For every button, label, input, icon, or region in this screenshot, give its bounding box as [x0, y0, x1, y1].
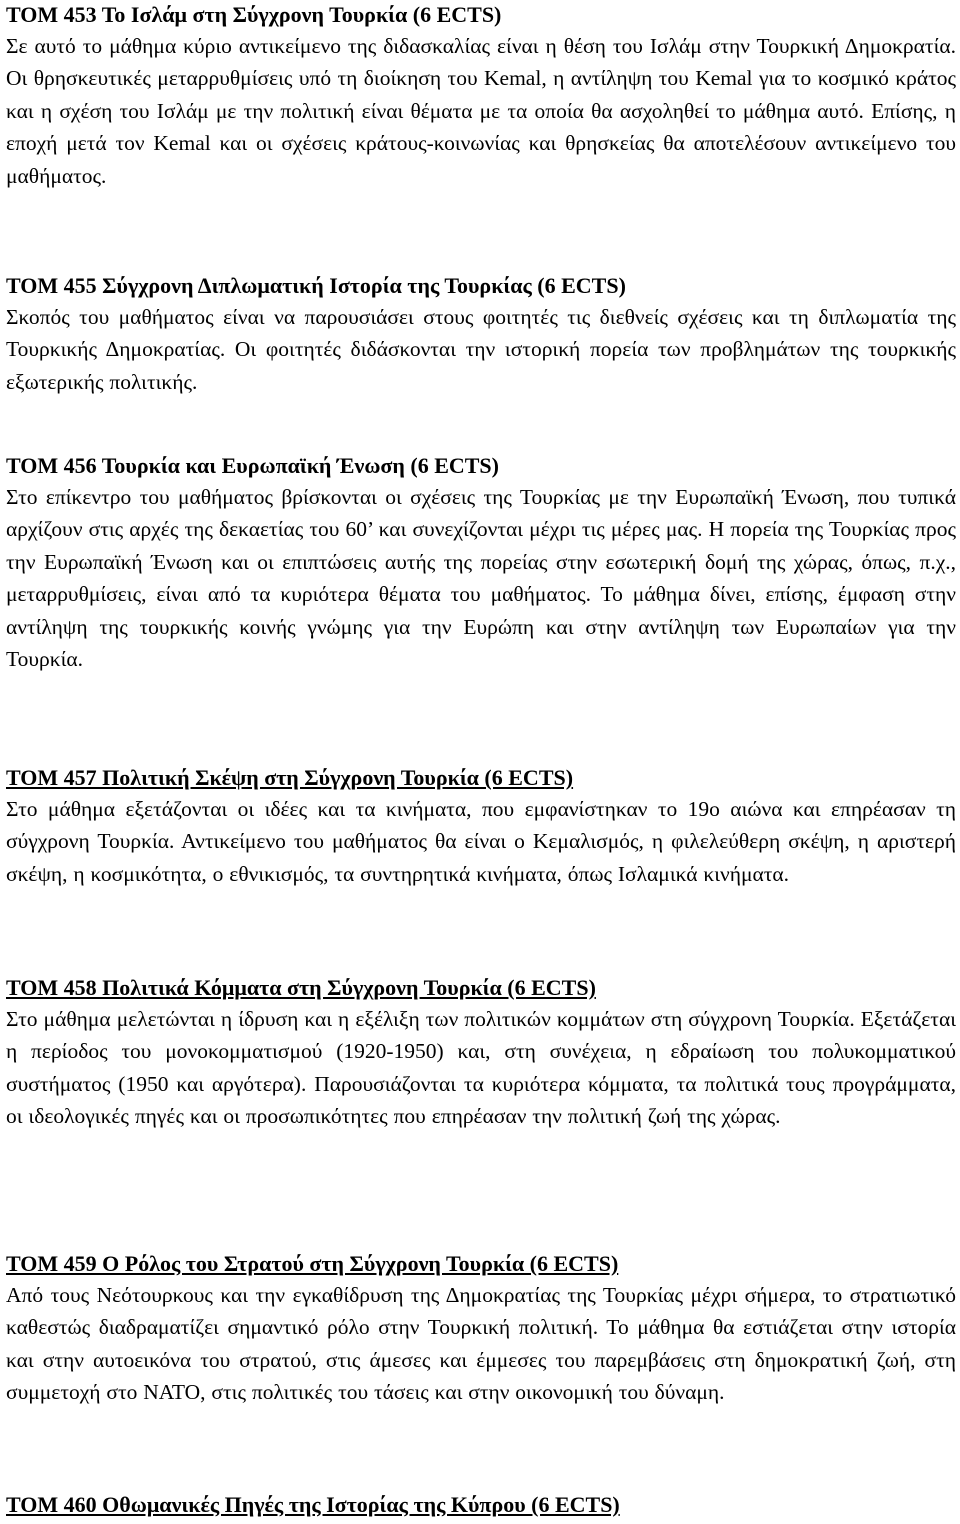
course-description: Σε αυτό το μάθημα κύριο αντικείμενο της διδασκαλίας είναι η θέση του Ισλάμ στην Τουρκική Δημοκρατία. Οι θρησκευτικές μεταρρυθμίσεις υπό τη διοίκηση του Kemal, η αντίληψη του Kemal για το κοσμικό κράτος και η σχέση του Ισλάμ με την πολιτική είναι θέματα με τα οποία θα ασχοληθεί το μάθημα αυτό. Επίσης, η εποχή μετά τον Kemal και οι σχέσεις κράτους-κοινωνίας και θρησκείας θα αποτελέσουν αντικείμενο του μαθήματος.: [6, 34, 956, 188]
course-title: ΤΟΜ 456 Τουρκία και Ευρωπαϊκή Ένωση (6 ECTS): [6, 453, 499, 478]
course-title: ΤΟΜ 458 Πολιτικά Κόμματα στη Σύγχρονη Τουρκία (6 ECTS): [6, 975, 596, 1000]
course-description: Σκοπός του μαθήματος είναι να παρουσιάσει στους φοιτητές τις διεθνείς σχέσεις και τη διπλωματία της Τουρκικής Δημοκρατίας. Οι φοιτητές διδάσκονται την ιστορική πορεία των προβλημάτων της τουρκικής εξωτερικής πολιτικής.: [6, 305, 956, 394]
course-title: ΤΟΜ 459 Ο Ρόλος του Στρατού στη Σύγχρονη Τουρκία (6 ECTS): [6, 1251, 619, 1276]
course-section-457: [6, 763, 956, 890]
course-title: ΤΟΜ 453 Το Ισλάμ στη Σύγχρονη Τουρκία (6 ECTS): [6, 2, 502, 27]
course-section-460: [6, 1490, 956, 1520]
course-section-456: [6, 451, 956, 675]
course-section-455: [6, 271, 956, 398]
course-title: ΤΟΜ 455 Σύγχρονη Διπλωματική Ιστορία της Τουρκίας (6 ECTS): [6, 273, 626, 298]
course-title: ΤΟΜ 457 Πολιτική Σκέψη στη Σύγχρονη Τουρκία (6 ECTS): [6, 765, 574, 790]
course-section-453: [6, 0, 956, 192]
course-description: Στο επίκεντρο του μαθήματος βρίσκονται οι σχέσεις της Τουρκίας με την Ευρωπαϊκή Ένωση, που τυπικά αρχίζουν στις αρχές της δεκαετίας του 60’ και συνεχίζονται μέχρι τις μέρες μας. Η πορεία της Τουρκίας προς την Ευρωπαϊκή Ένωση και οι επιπτώσεις αυτής της πορείας στην εσωτερική δομή της χώρας, όπως, π.χ., μεταρρυθμίσεις, είναι από τα κυριότερα θέματα του μαθήματος. Το μάθημα δίνει, επίσης, έμφαση στην αντίληψη της τουρκικής κοινής γνώμης για την Ευρώπη και στην αντίληψη των Ευρωπαίων για την Τουρκία.: [6, 485, 956, 672]
course-title: ΤΟΜ 460 Οθωμανικές Πηγές της Ιστορίας της Κύπρου (6 ECTS): [6, 1492, 620, 1517]
course-description: Στο μάθημα μελετώνται η ίδρυση και η εξέλιξη των πολιτικών κομμάτων στη σύγχρονη Τουρκία. Εξετάζεται η περίοδος του μονοκομματισμού (1920-1950) και, στη συνέχεια, η εδραίωση του πολυκομματικού συστήματος (1950 και αργότερα). Παρουσιάζονται τα κυριότερα κόμματα, τα πολιτικά τους προγράμματα, οι ιδεολογικές πηγές και οι προσωπικότητες που επηρέασαν την πολιτική ζωή της χώρας.: [6, 1007, 956, 1129]
course-section-458: [6, 973, 956, 1133]
course-description: Στο μάθημα εξετάζονται οι ιδέες και τα κινήματα, που εμφανίστηκαν το 19ο αιώνα και επηρέασαν τη σύγχρονη Τουρκία. Αντικείμενο του μαθήματος θα είναι ο Κεμαλισμός, η φιλελεύθερη σκέψη, η αριστερή σκέψη, η κοσμικότητα, ο εθνικισμός, τα συντηρητικά κινήματα, όπως Ισλαμικά κινήματα.: [6, 797, 956, 886]
course-description: Από τους Νεότουρκους και την εγκαθίδρυση της Δημοκρατίας της Τουρκίας μέχρι σήμερα, το στρατιωτικό καθεστώς διαδραματίζει σημαντικό ρόλο στην Τουρκική πολιτική. Το μάθημα θα εστιάζεται στην ιστορία και στην αυτοεικόνα του στρατού, στις άμεσες και έμμεσες του παρεμβάσεις στη δημοκρατική ζωή, στη συμμετοχή στο ΝΑΤΟ, στις πολιτικές του τάσεις και στην οικονομική του δύναμη.: [6, 1283, 956, 1405]
course-section-459: [6, 1249, 956, 1409]
